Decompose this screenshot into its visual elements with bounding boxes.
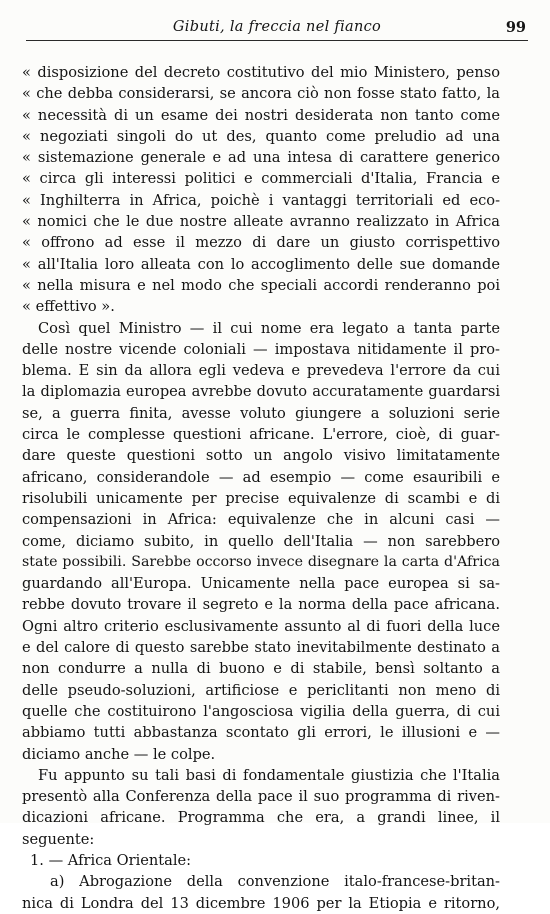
text-line: « offrono ad esse il mezzo di dare un giusto corrispettivo xyxy=(22,234,500,252)
text-line: « circa gli interessi politici e commerciali d'Italia, Francia e xyxy=(22,170,500,188)
text-line: diciamo anche — le colpe. xyxy=(22,745,216,763)
text-line: a) Abrogazione della convenzione italo-francese-britan- xyxy=(50,873,500,891)
text-line: Così quel Ministro — il cui nome era legato a tanta parte xyxy=(38,319,500,337)
text-line: state possibili. Sarebbe occorso invece disegnare la carta d'Africa xyxy=(22,553,500,570)
text-line: « effettivo ». xyxy=(22,298,115,316)
text-line: « sistemazione generale e ad una intesa di carattere generico xyxy=(22,149,500,167)
section-heading: 1. — Africa Orientale: xyxy=(30,851,192,869)
text-line: « che debba considerarsi, se ancora ciò non fosse stato fatto, la xyxy=(22,85,500,103)
page-number: 99 xyxy=(505,19,526,36)
text-line: rebbe dovuto trovare il segreto e la norma della pace africana. xyxy=(22,596,500,614)
text-line: presentò alla Conferenza della pace il suo programma di riven- xyxy=(22,788,500,806)
text-line: risolubili unicamente per precise equivalenze di scambi e di xyxy=(22,489,500,507)
text-line: compensazioni in Africa: equivalenze che in alcuni casi — xyxy=(22,511,500,529)
text-line: circa le complesse questioni africane. L'errore, cioè, di guar- xyxy=(22,426,500,444)
text-line: « nella misura e nel modo che speciali accordi renderanno poi xyxy=(22,276,500,294)
text-line: Ogni altro criterio esclusivamente assunto al di fuori della luce xyxy=(22,617,500,635)
running-head xyxy=(26,14,528,41)
text-line: guardando all'Europa. Unicamente nella pace europea si sa- xyxy=(22,575,500,593)
running-title: Gibuti, la freccia nel fianco xyxy=(172,19,382,35)
text-line: non condurre a nulla di buono e di stabile, bensì soltanto a xyxy=(22,660,500,678)
text-line: la diplomazia europea avrebbe dovuto accuratamente guardarsi xyxy=(22,383,500,401)
text-line: « nomici che le due nostre alleate avranno realizzato in Africa xyxy=(22,213,500,231)
text-line: dare queste questioni sotto un angolo visivo limitatamente xyxy=(22,447,500,465)
text-line: « negoziati singoli do ut des, quanto come preludio ad una xyxy=(22,127,500,145)
text-line: delle nostre vicende coloniali — impostava nitidamente il pro- xyxy=(22,340,500,358)
text-line: « all'Italia loro alleata con lo accoglimento delle sue domande xyxy=(22,255,500,273)
text-line: « Inghilterra in Africa, poichè i vantaggi territoriali ed eco- xyxy=(22,191,500,209)
text-line: « necessità di un esame dei nostri desiderata non tanto come xyxy=(22,106,500,124)
text-line: come, diciamo subito, in quello dell'Italia — non sarebbero xyxy=(22,532,500,550)
text-line: dicazioni africane. Programma che era, a grandi linee, il xyxy=(22,809,500,827)
text-line: africano, considerandole — ad esempio — come esauribili e xyxy=(22,468,500,486)
text-line: seguente: xyxy=(22,830,95,848)
text-line: se, a guerra finita, avesse voluto giungere a soluzioni serie xyxy=(22,404,500,422)
text-line: abbiamo tutti abbastanza scontato gli errori, le illusioni e — xyxy=(22,724,500,742)
text-line: « disposizione del decreto costitutivo del mio Ministero, penso xyxy=(22,64,500,81)
text-line: blema. E sin da allora egli vedeva e prevedeva l'errore da cui xyxy=(22,362,500,380)
text-line: nica di Londra del 13 dicembre 1906 per la Etiopia e ritorno, xyxy=(22,894,500,912)
text-line: Fu appunto su tali basi di fondamentale giustizia che l'Italia xyxy=(38,766,500,784)
text-line: e del calore di questo sarebbe stato inevitabilmente destinato a xyxy=(22,639,500,657)
body-text xyxy=(22,62,500,914)
text-line: delle pseudo-soluzioni, artificiose e periclitanti non meno di xyxy=(22,681,500,699)
text-line: quelle che costituirono l'angosciosa vigilia della guerra, di cui xyxy=(22,702,500,720)
